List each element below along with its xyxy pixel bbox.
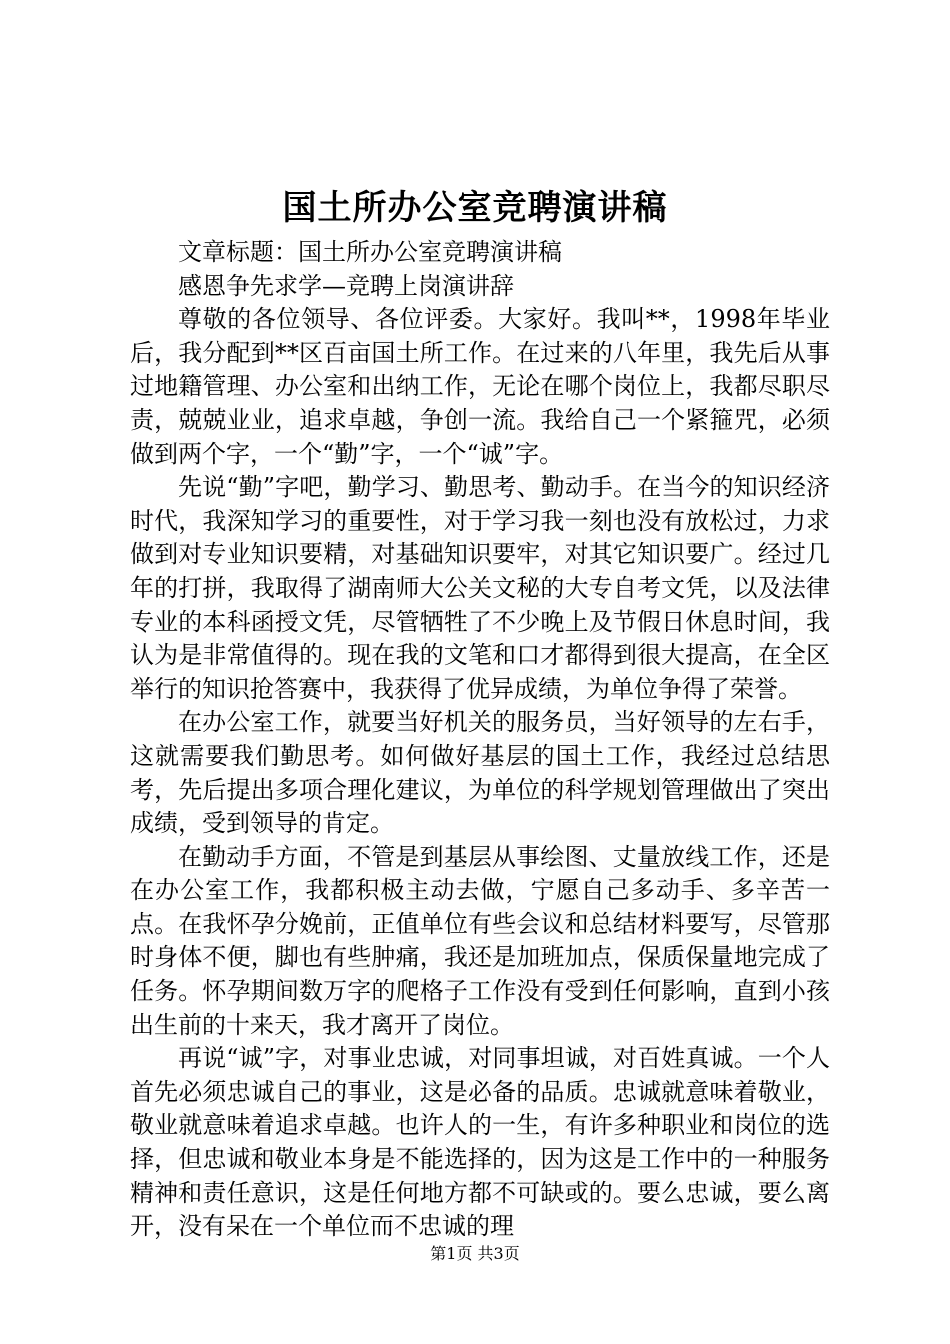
document-title: 国土所办公室竞聘演讲稿 <box>282 188 668 228</box>
paragraph-sincerity: 再说“诚”字，对事业忠诚，对同事坦诚，对百姓真诚。一个人首先必须忠诚自己的事业，这是必备的品质。忠诚就意味着敬业，敬业就意味着追求卓越。也许人的一生，有许多种职业和岗位的选择，但忠诚和敬业本身是不能选择的，因为这是工作中的一种服务精神和责任意识，这是任何地方都不可缺或的。要么忠诚，要么离开，没有呆在一个单位而不忠诚的理 <box>130 1044 830 1241</box>
paragraph-greeting: 尊敬的各位领导、各位评委。大家好。我叫**，1998年毕业后，我分配到**区百亩国土所工作。在过来的八年里，我先后从事过地籍管理、办公室和出纳工作，无论在哪个岗位上，我都尽职尽责，兢兢业业，追求卓越，争创一流。我给自己一个紧箍咒，必须做到两个字，一个“勤”字，一个“诚”字。 <box>130 305 830 468</box>
article-title-line: 文章标题：国土所办公室竞聘演讲稿 <box>178 238 562 266</box>
paragraph-diligence-thinking: 在办公室工作，就要当好机关的服务员，当好领导的左右手，这就需要我们勤思考。如何做好基层的国土工作，我经过总结思考，先后提出多项合理化建议，为单位的科学规划管理做出了突出成绩，受到领导的肯定。 <box>130 708 830 838</box>
paragraph-diligence-working: 在勤动手方面，不管是到基层从事绘图、丈量放线工作，还是在办公室工作，我都积极主动去做，宁愿自己多动手、多辛苦一点。在我怀孕分娩前，正值单位有些会议和总结材料要写，尽管那时身体不便，脚也有些肿痛，我还是加班加点，保质保量地完成了任务。怀孕期间数万字的爬格子工作没有受到任何影响，直到小孩出生前的十来天，我才离开了岗位。 <box>130 842 830 1039</box>
paragraph-diligence-learning: 先说“勤”字吧，勤学习、勤思考、勤动手。在当今的知识经济时代，我深知学习的重要性，对于学习我一刻也没有放松过，力求做到对专业知识要精，对基础知识要牢，对其它知识要广。经过几年的打拼，我取得了湖南师大公关文秘的大专自考文凭，以及法律专业的本科函授文凭，尽管牺牲了不少晚上及节假日休息时间，我认为是非常值得的。现在我的文笔和口才都得到很大提高，在全区举行的知识抢答赛中，我获得了优异成绩，为单位争得了荣誉。 <box>130 473 830 703</box>
page-number-footer: 第1页 共3页 <box>430 1244 520 1263</box>
document-body <box>130 236 830 1244</box>
subtitle-line: 感恩争先求学—竞聘上岗演讲辞 <box>178 271 514 300</box>
